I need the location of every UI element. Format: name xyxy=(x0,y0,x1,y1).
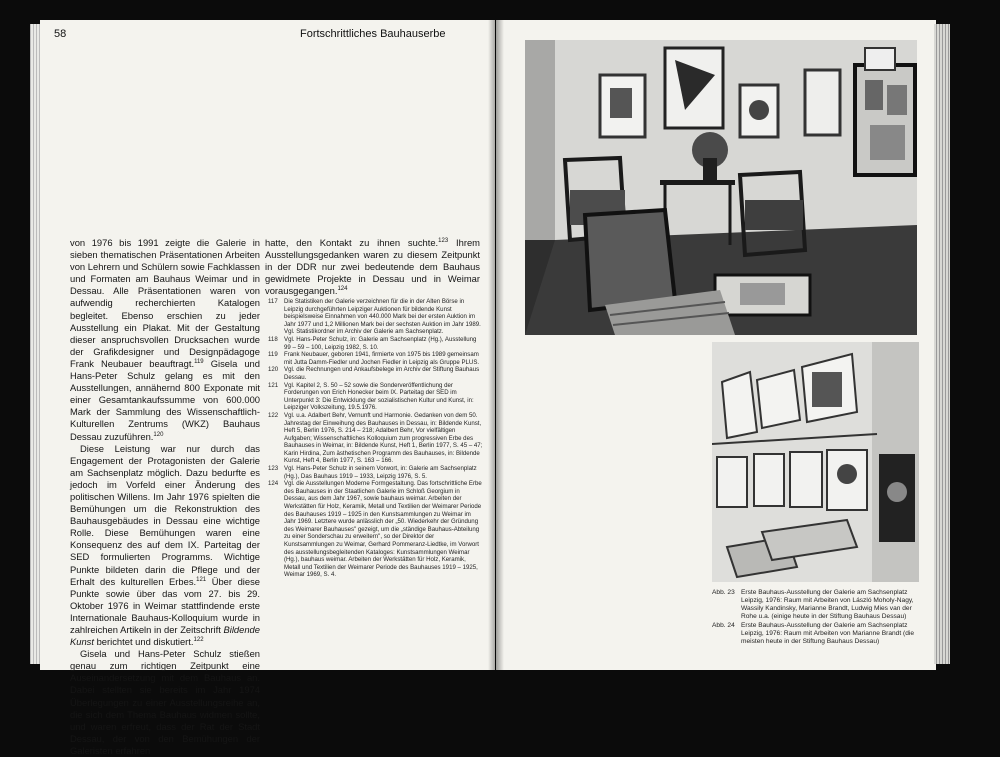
footnote-number: 123 xyxy=(268,465,279,473)
caption-text: Erste Bauhaus-Ausstellung der Galerie am Sachsenplatz Leipzig, 1976: Raum mit Arbeiten von László Moholy-Nagy, Wassily Kandinsky, Marianne Brandt, Ludwig Mies van der Rohe u.a. (einige heute in der Stiftung Bauhaus Dessau) xyxy=(741,589,914,620)
footnote xyxy=(268,412,483,465)
caption-label: Abb. 24 xyxy=(712,622,735,629)
footnote xyxy=(268,351,483,366)
footnote-text: Die Statistiken der Galerie verzeichnen für die in der Alten Börse in Leipzig durchgeführten Leipziger Auktionen für bildende Kunst beispielsweise Einnahmen von 440.000 Mark bei der ersten Auktion im Jahr 1977 und 1,2 Millionen Mark bei der sechsten Auktion im Jahr 1989. Vgl. Statistikordner im Archiv der Galerie am Sachsenplatz. xyxy=(284,298,481,336)
exhibition-photo-vitrines xyxy=(712,342,919,582)
footnote xyxy=(268,366,483,381)
text: Gisela und Hans-Peter Schulz stießen genau zum richtigen Zeitpunkt eine Auseinandersetzung mit dem Bauhaus an. Dabei stellten sie bereits im Jahr 1974 Überlegungen zu einer Ausstellungsreihe an, die sich dem Thema Bauhaus widmen sollte, und waren erfreut, dass der Rat der Stadt Dessau, der von den Bemühungen der Galeristen erfahren xyxy=(70,648,260,756)
paragraph xyxy=(70,443,260,649)
figure-caption xyxy=(712,622,922,646)
figure-captions xyxy=(712,589,922,647)
footnote xyxy=(268,382,483,412)
footnote-text: Vgl. die Rechnungen und Ankaufsbelege im Archiv der Stiftung Bauhaus Dessau. xyxy=(284,366,480,381)
paragraph xyxy=(265,237,480,297)
figure-caption xyxy=(712,589,922,621)
text: Gisela und Hans-Peter Schulz gelang es mit den Ausstellungen, annähernd 800 Exponate mit einer Gesamtankaufssumme von 600.000 Mark der Sammlung des Wissenschaftlich-Kulturellen Zentrums (WKZ) Bauhaus Dessau zuzuführen. xyxy=(70,357,260,442)
footnote-text: Frank Neubauer, geboren 1941, firmierte von 1975 bis 1989 gemeinsam mit Jutta Damm-Fiedler und Jochen Fiedler in Leipzig als Gruppe PLUS. xyxy=(284,351,480,366)
text: Ihrem Ausstellungsgedanken waren zu diesem Zeitpunkt in der DDR nur zwei bedeutende dem Bauhaus gewidmete Projekte in Dessau und in Weimar vorausgegangen. xyxy=(265,237,480,297)
footnote xyxy=(268,480,483,579)
body-column-1 xyxy=(70,237,260,757)
running-title: Fortschrittliches Bauhauserbe xyxy=(300,28,446,40)
text: berichtet und diskutiert. xyxy=(93,636,194,648)
footnote-ref: 119 xyxy=(194,358,204,365)
footnote-number: 124 xyxy=(268,480,279,488)
footnote-number: 117 xyxy=(268,298,278,305)
footnote-ref: 123 xyxy=(438,237,449,244)
paragraph xyxy=(70,237,260,443)
text: Diese Leistung war nur durch das Engagement der Protagonisten der Galerie am Sachsenplatz möglich. Dazu bedurfte es jedoch im Vorfeld einer Änderung des politischen Willens. Im Jahr 1976 spielten die Bemühungen um die Rekonstruktion des Bauhausgebäudes in Dessau eine wichtige Rolle. Diese Bemühungen waren eine Konsequenz des auf dem IX. Parteitag der SED formulierten Programms. Wichtige Punkte bildeten darin die Pflege und der Erhalt des kulturellen Erbes. xyxy=(70,442,260,587)
italic-text: Bildende Kunst xyxy=(70,624,260,648)
footnote-text: Vgl. u.a. Adalbert Behr, Vernunft und Harmonie. Gedanken von dem 50. Jahrestag der Einweihung des Bauhauses in Dessau, in: Bildende Kunst, Heft 5, Berlin 1976, S. 214 – 218; Adalbert Behr, Vor vielfältigen Aufgaben; Wissenschaftliches Kolloquium zum progressiven Erbe des Bauhauses in Weimar, in: Bildende Kunst, Heft 1, Berlin 1977, S. 45 – 47; Karin Hirdina, Zum ästhetischen Programm des Bauhauses, in: Bildende Kunst, Heft 4, Berlin 1977, S. 163 – 166. xyxy=(284,411,483,465)
book-edge-right xyxy=(934,24,950,664)
footnote-number: 121 xyxy=(268,381,279,389)
footnote-ref: 122 xyxy=(193,636,204,643)
footnote xyxy=(268,465,483,480)
footnote-number: 122 xyxy=(268,411,279,419)
caption-label: Abb. 23 xyxy=(712,589,735,596)
body-column-2 xyxy=(265,237,480,297)
exhibition-room-illustration xyxy=(525,40,917,335)
vitrine-room-illustration xyxy=(712,342,919,582)
text: hatte, den Kontakt zu ihnen suchte. xyxy=(265,237,439,248)
text: Über diese Punkte sowie über das vom 27. bis 29. Oktober 1976 in Weimar stattfindende erste Internationale Bauhaus-Kolloquium wurde in zahlreichen Artikeln in der Zeitschrift xyxy=(70,575,260,635)
book-gutter xyxy=(488,20,504,670)
page-number: 58 xyxy=(54,28,67,40)
footnote-ref: 120 xyxy=(153,431,164,438)
footnote-ref: 121 xyxy=(196,576,207,583)
footnote-number: 119 xyxy=(268,351,278,359)
footnote xyxy=(268,298,483,336)
footnote-text: Vgl. Hans-Peter Schulz in seinem Vorwort, in: Galerie am Sachsenplatz (Hg.), Das Bauhaus 1919 – 1933, Leipzig 1976, S. 5. xyxy=(284,465,477,480)
footnote xyxy=(268,336,483,351)
footnote-number: 118 xyxy=(268,335,278,343)
paragraph xyxy=(70,648,260,757)
footnote-text: Vgl. die Ausstellungen Moderne Formgestaltung. Das fortschrittliche Erbe des Bauhauses in der Staatlichen Galerie im Schloß Georgium in Dessau, aus dem Jahr 1967, sowie bauhaus weimar. Arbeiten der Werkstätten für Holz, Keramik, Metall und Textilien der Weimarer Periode des Bauhauses 1919 – 1925 in den Kunstsammlungen zu Weimar im Jahr 1969. Letztere wurde anlässlich der „50. Wiederkehr der Gründung des Weimarer Bauhauses" gezeigt, um die „ständige Bauhaus-Abteilung zu einer Sonderschau zu erweitern", so der Direktor der Kunstsammlungen zu Weimar, Gerhard Pommeranz-Liedtke, im Vorwort des ausstellungsbegleitenden Kataloges: Kunstsammlungen Weimar (Hg.), bauhaus weimar. Arbeiten der Werkstätten für Holz, Keramik, Metall und Textilien der Weimarer Periode des Bauhauses 1919 – 1925, Weimar 1969, S. 4. xyxy=(284,480,482,579)
text: von 1976 bis 1991 zeigte die Galerie in sieben thematischen Präsentationen Arbeiten von Lehrern und Schülern sowie Fachklassen und Formaten am Bauhaus Weimar und in Dessau. Alle Präsentationen waren von aufwendig recherchierten Katalogen begleitet. Ebenso erschien zu jeder Ausstellung ein Plakat. Mit der Gestaltung dieser anspruchsvollen Drucksachen wurde der Grafikdesigner und Designpädagoge Frank Neubauer beauftragt. xyxy=(70,237,260,369)
footnote-text: Vgl. Kapitel 2, S. 50 – 52 sowie die Sonderveröffentlichung der Forderungen von Erich Honecker beim IX. Parteitag der SED im Unterpunkt 3: Die Entwicklung der sozialistischen Kultur und Kunst, in: Leipziger Volkszeitung, 19.5.1976. xyxy=(284,381,474,412)
footnote-ref: 124 xyxy=(337,286,348,293)
footnotes xyxy=(268,298,483,579)
exhibition-photo-room xyxy=(525,40,917,335)
footnote-number: 120 xyxy=(268,366,279,374)
footnote-text: Vgl. Hans-Peter Schulz, in: Galerie am Sachsenplatz (Hg.), Ausstellung 99 – 59 – 100, Leipzig 1982, S. 10. xyxy=(284,335,477,351)
caption-text: Erste Bauhaus-Ausstellung der Galerie am Sachsenplatz Leipzig, 1976: Raum mit Arbeiten von Marianne Brandt (die meisten heute in der Stiftung Bauhaus Dessau) xyxy=(741,622,914,645)
